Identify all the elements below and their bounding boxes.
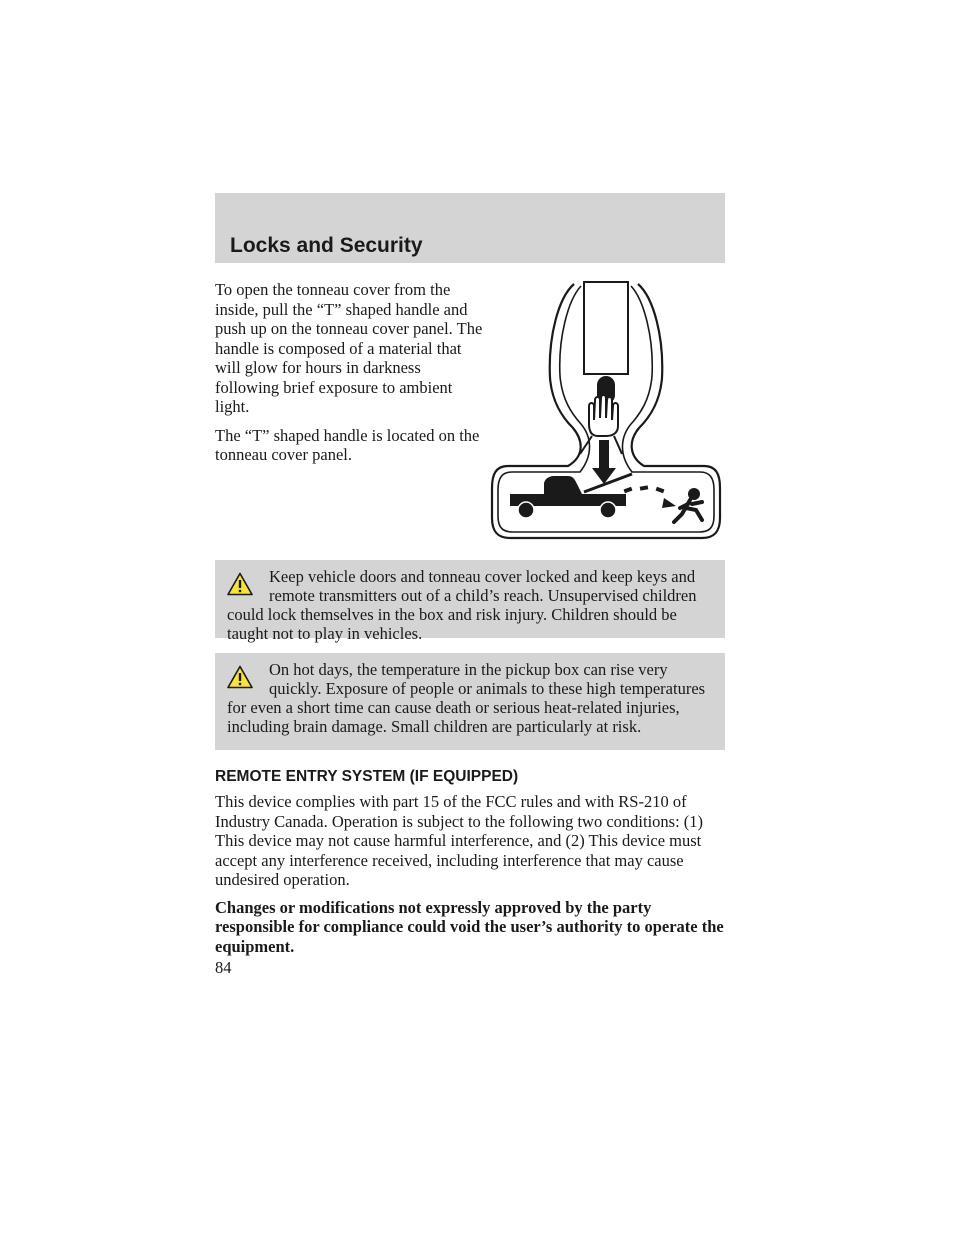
intro-paragraph-1: To open the tonneau cover from the inside, pull the “T” shaped handle and push up on the tonneau cover panel. The handle is composed of a material that will glow for hours in darkness following brief exposure to ambient light. (215, 280, 483, 416)
warning-text-1: Keep vehicle doors and tonneau cover locked and keep keys and remote transmitters out of a child’s reach. Unsupervised children could lock themselves in the box and risk injury. Children should be taught not to play in vehicles. (227, 567, 697, 643)
warning-triangle-icon (227, 572, 253, 596)
intro-text (215, 280, 485, 474)
remote-entry-section (215, 768, 727, 964)
section-title: Locks and Security (230, 234, 423, 257)
warning-box-2 (215, 653, 725, 750)
tonneau-handle-illustration (488, 278, 724, 542)
modification-notice: Changes or modifications not expressly approved by the party responsible for compliance could void the user’s authority to operate the equipment. (215, 897, 724, 956)
page-number: 84 (215, 958, 232, 977)
warning-text-2: On hot days, the temperature in the pickup box can rise very quickly. Exposure of people or animals to these high temperatures for even a short time can cause death or serious heat-related injuries, including brain damage. Small children are particularly at risk. (227, 660, 706, 736)
section-header (215, 193, 725, 263)
section-heading: REMOTE ENTRY SYSTEM (IF EQUIPPED) (215, 768, 519, 785)
warning-box-1 (215, 560, 725, 643)
intro-paragraph-2: The “T” shaped handle is located on the tonneau cover panel. (215, 425, 480, 464)
fcc-paragraph: This device complies with part 15 of the FCC rules and with RS-210 of Industry Canada. Operation is subject to the following two conditions: (1) This device may not cause harmful interference, and (2) This device must accept any interference received, including interference that may cause undesired operation. (215, 792, 704, 889)
warning-triangle-icon (227, 665, 253, 689)
